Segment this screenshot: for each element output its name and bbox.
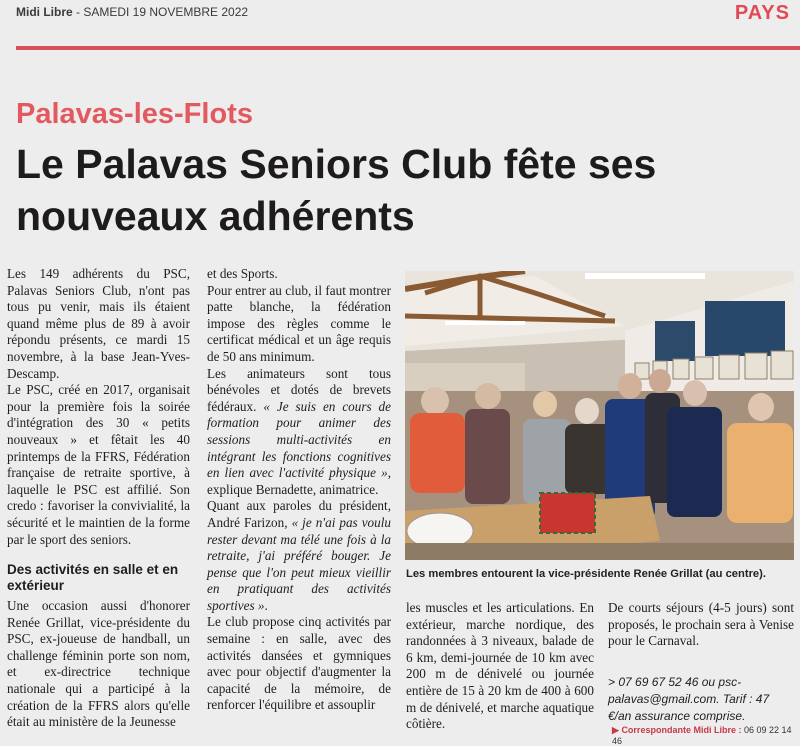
kicker: Palavas-les-Flots [16,98,253,130]
quote: « je n'ai pas voulu rester devant ma télé une fois à la retraite, j'ai préféré bouger. Je pense que l'on peut mieux vieillir en pratiquant des activités sportives » [207,514,391,613]
paragraph [207,366,391,499]
paragraph [207,498,391,614]
header-rule [16,46,800,50]
paragraph: Une occasion aussi d'honorer Renée Grillat, vice-présidente du PSC, ex-joueuse de handball, un challenge féminin porte son nom, et ex-directrice technique nationale qui a participé à la création de la FFRS alors qu'elle était au ministère de la Jeunesse [7,598,190,730]
paragraph: De courts séjours (4-5 jours) sont proposés, le prochain sera à Venise pour le Carnaval. [608,600,794,649]
text: Les animateurs sont tous bénévoles et dotés de brevets fédéraux. [207,365,391,414]
credit-phone: 06 09 22 14 46 [612,725,792,746]
masthead [16,5,248,19]
group-photo [405,271,794,560]
subheading: Des activités en salle et en extérieur [7,562,179,593]
column-2 [207,266,391,714]
column-4 [608,600,794,725]
paragraph: Pour entrer au club, il faut montrer patte blanche, la fédération impose des règles comme le certificat médical et un âge requis de 50 ans minimum. [207,282,391,364]
paragraph: Les 149 adhérents du PSC, Palavas Seniors Club, n'ont pas tous pu venir, mais ils étaient quand même plus de 89 à avoir répondu présents, ce mardi 15 novembre, à la base Jean-Yves-Descamp. [7,266,190,381]
group-photo-illustration [405,271,794,560]
quote: « Je suis en cours de formation pour animer des sessions multi-activités en intégrant les fonctions cognitives en lien avec l'activité physique » [207,398,392,481]
photo-caption: Les membres entourent la vice-présidente Renée Grillat (au centre). [406,568,766,580]
newspaper-name: Midi Libre [16,5,73,19]
column-3 [406,600,594,733]
issue-date: - SAMEDI 19 NOVEMBRE 2022 [72,5,249,19]
text: Quant aux paroles du président, André Farizon, [207,498,391,530]
section-tag: PAYS [734,2,790,24]
paragraph: les muscles et les articulations. En extérieur, marche nordique, des randonnées à 3 niveaux, balade de 6 km, demi-journée de 10 km avec 200 m de dénivelé ou journée entière de 15 à 20 km de 400 à 600 m de dénivelé, et marche aquatique côtière. [406,600,594,732]
paragraph: Le PSC, créé en 2017, organisait pour la première fois la soirée d'intégration des 30 « petits nouveaux » et fêtait les 40 printemps de la FFRS, Fédération française de retraite sportive, à laquelle le PSC est affilié. Son credo : favoriser la convivialité, la sécurité et le maintien de la forme par le sport des seniors. [7,382,190,547]
headline: Le Palavas Seniors Club fête ses nouveaux adhérents [16,141,657,239]
credit-label: Correspondante Midi Libre : [621,725,744,735]
text: , explique Bernadette, animatrice. [207,465,391,497]
text: . [264,597,268,613]
paragraph: Le club propose cinq activités par semaine : en salle, avec des activités dansées et gymniques avec pour objectif d'augmenter la capacité de la mémoire, de renforcer l'équilibre et assouplir [207,614,391,713]
arrow-icon: ▶ [612,725,619,735]
correspondent-credit [612,725,800,746]
column-1-continued [7,598,190,731]
contact-info: > 07 69 67 52 46 ou psc-palavas@gmail.com. Tarif : 47 €/an assurance comprise. [608,674,770,723]
column-1 [7,266,190,548]
paragraph: et des Sports. [207,266,278,281]
